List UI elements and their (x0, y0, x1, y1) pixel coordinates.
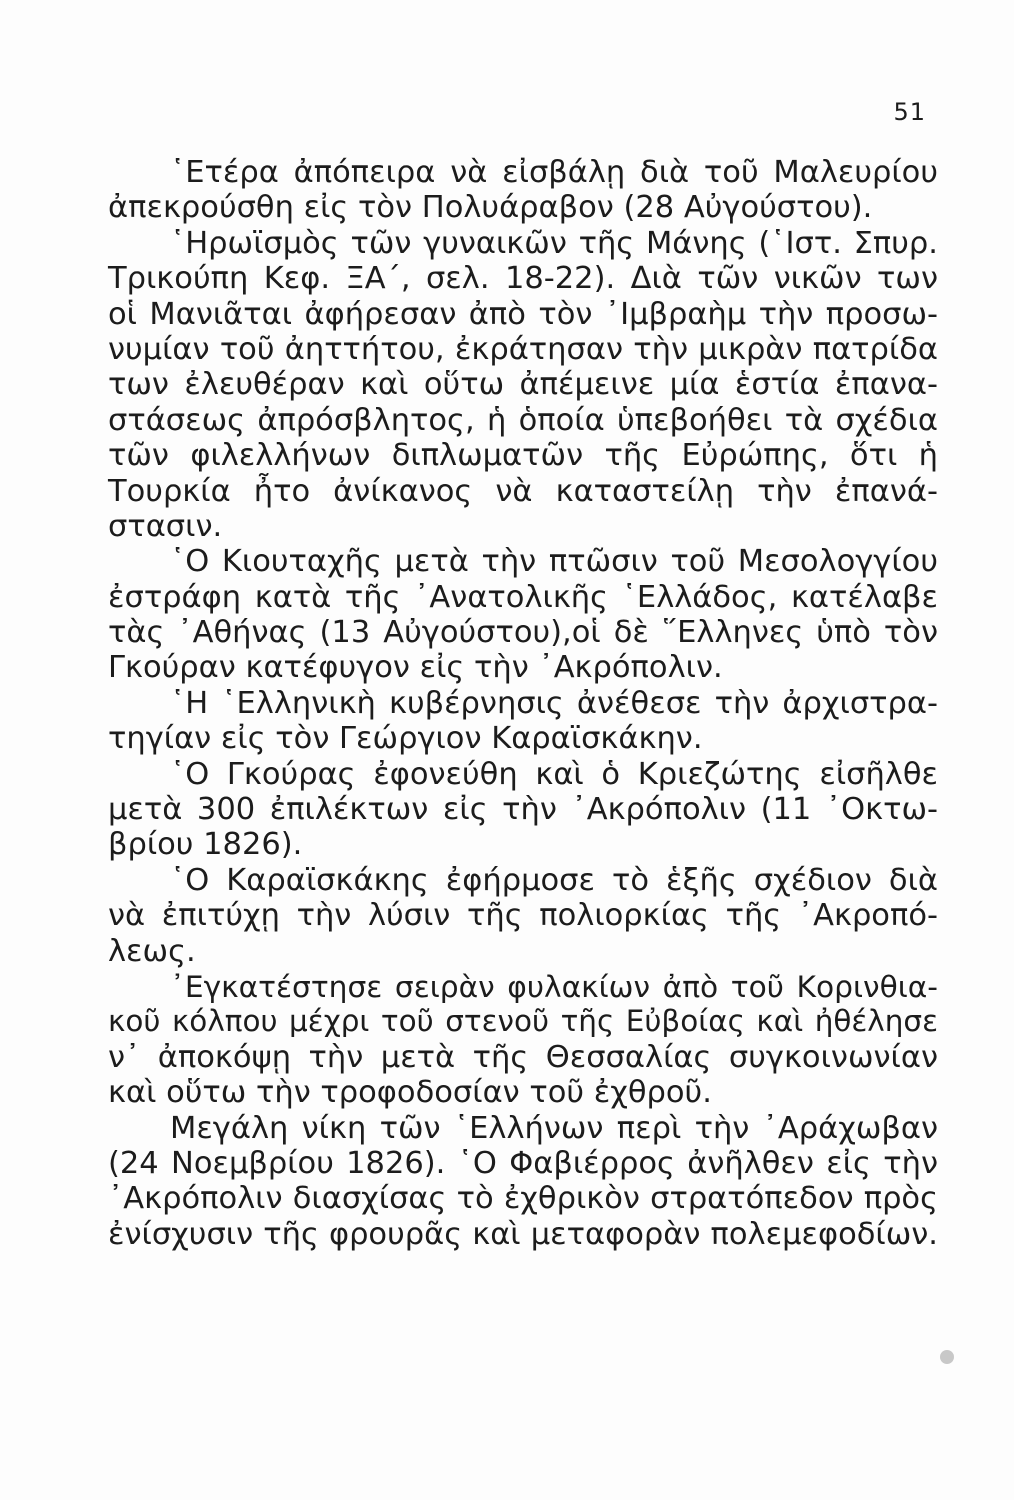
page-number: 51 (893, 98, 926, 126)
text-line: (24 Νοεμβρίου 1826). ῾Ο Φαβιέρρος ἀνῆλθεν εἰς τὴν (108, 1145, 938, 1181)
text-line: ῾Ο Κιουταχῆς μετὰ τὴν πτῶσιν τοῦ Μεσολογγίου (170, 544, 938, 580)
text-line: ῾Η ῾Ελληνικὴ κυβέρνησις ἀνέθεσε τὴν ἀρχιστρα- (170, 685, 938, 721)
text-line: στάσεως ἀπρόσβλητος, ἡ ὁποία ὑπεβοήθει τὰ σχέδια (108, 402, 938, 438)
ink-speck (940, 1350, 954, 1364)
text-line: ῾Ο Γκούρας ἐφονεύθη καὶ ὁ Κριεζώτης εἰσῆλθε (170, 756, 938, 792)
text-line: Μεγάλη νίκη τῶν ῾Ελλήνων περὶ τὴν ᾿Αράχωβαν (170, 1110, 938, 1146)
text-line: ῾Ετέρα ἀπόπειρα νὰ εἰσβάλῃ διὰ τοῦ Μαλευρίου (170, 155, 938, 190)
text-line: νὰ ἐπιτύχῃ τὴν λύσιν τῆς πολιορκίας τῆς ᾿Ακροπό- (108, 898, 938, 934)
body-text (108, 155, 938, 1252)
text-line: ἐστράφη κατὰ τῆς ᾿Ανατολικῆς ῾Ελλάδος, κατέλαβε (108, 579, 938, 615)
text-line: ν᾿ ἀποκόψῃ τὴν μετὰ τῆς Θεσσαλίας συγκοινωνίαν (108, 1039, 938, 1075)
text-line: τηγίαν εἰς τὸν Γεώργιον Καραϊσκάκην. (108, 721, 703, 757)
text-line: τὰς ᾿Αθήνας (13 Αὐγούστου),οἱ δὲ ῞Ελληνες ὑπὸ τὸν (108, 615, 938, 651)
text-line: στασιν. (108, 508, 223, 544)
text-line: νυμίαν τοῦ ἀηττήτου, ἐκράτησαν τὴν μικρὰν πατρίδα (108, 331, 938, 367)
text-line: λεως. (108, 933, 196, 969)
text-line: ῾Ηρωϊσμὸς τῶν γυναικῶν τῆς Μάνης (῾Ιστ. Σπυρ. (170, 225, 938, 261)
text-line: οἱ Μανιᾶται ἀφήρεσαν ἀπὸ τὸν ᾿Ιμβραὴμ τὴν προσω- (108, 296, 938, 332)
text-line: ᾿Ακρόπολιν διασχίσας τὸ ἐχθρικὸν στρατόπεδον πρὸς (108, 1181, 938, 1217)
text-line: Τρικούπη Κεφ. ΞΑ΄, σελ. 18-22). Διὰ τῶν νικῶν των (108, 261, 938, 297)
text-line: Τουρκία ἦτο ἀνίκανος νὰ καταστείλῃ τὴν ἐπανά- (108, 473, 938, 509)
text-line: μετὰ 300 ἐπιλέκτων εἰς τὴν ᾿Ακρόπολιν (11 ᾿Οκτω- (108, 792, 938, 828)
text-line: ἐνίσχυσιν τῆς φρουρᾶς καὶ μεταφορὰν πολεμεφοδίων. (108, 1216, 938, 1252)
text-line: βρίου 1826). (108, 827, 303, 863)
text-line: κοῦ κόλπου μέχρι τοῦ στενοῦ τῆς Εὐβοίας καὶ ἠθέλησε (108, 1004, 938, 1039)
text-line: καὶ οὕτω τὴν τροφοδοσίαν τοῦ ἐχθροῦ. (108, 1075, 712, 1111)
text-line: ᾿Εγκατέστησε σειρὰν φυλακίων ἀπὸ τοῦ Κορινθια- (170, 968, 938, 1004)
text-line: ῾Ο Καραϊσκάκης ἐφήρμοσε τὸ ἑξῆς σχέδιον διὰ (170, 862, 938, 898)
text-line: Γκούραν κατέφυγον εἰς τὴν ᾿Ακρόπολιν. (108, 650, 723, 686)
text-line: τῶν φιλελλήνων διπλωματῶν τῆς Εὐρώπης, ὅτι ἡ (108, 438, 938, 474)
text-line: ἀπεκρούσθη εἰς τὸν Πολυάραβον (28 Αὐγούστου). (108, 190, 873, 226)
text-line: των ἐλευθέραν καὶ οὕτω ἀπέμεινε μία ἑστία ἐπανα- (108, 367, 938, 403)
